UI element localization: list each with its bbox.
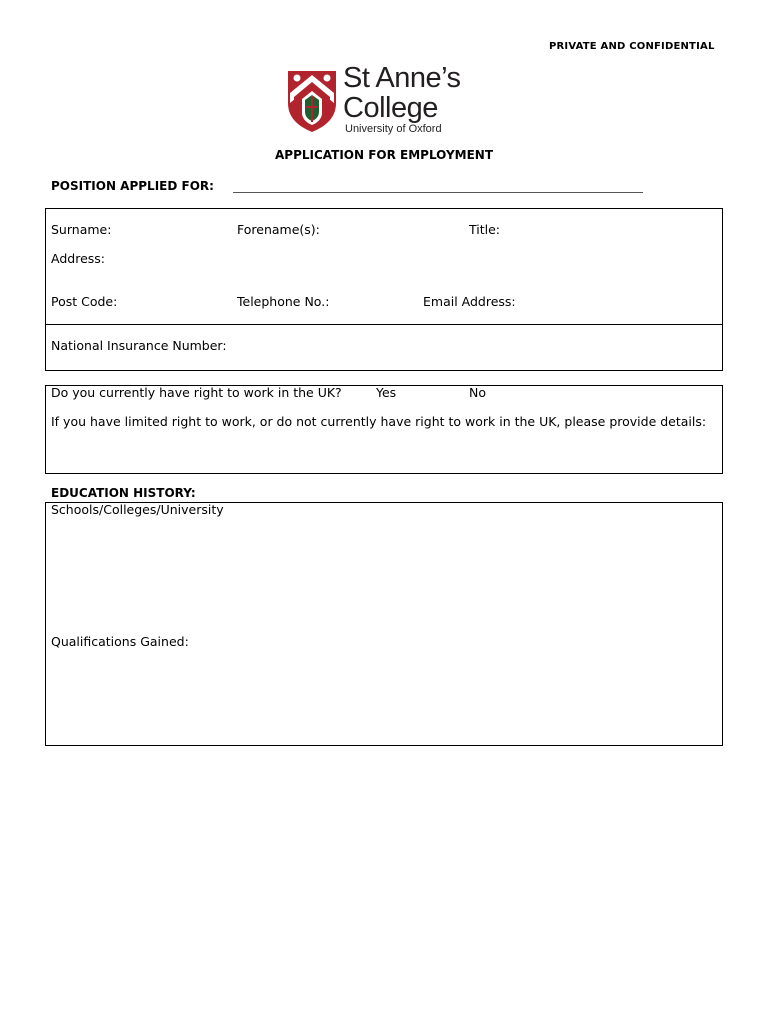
surname-label: Surname: — [51, 222, 112, 237]
position-applied-field[interactable] — [233, 192, 643, 193]
page-title: APPLICATION FOR EMPLOYMENT — [274, 148, 494, 162]
ni-number-label: National Insurance Number: — [51, 338, 227, 353]
education-box — [45, 502, 723, 746]
logo-title-line2: College — [343, 92, 438, 124]
address-label: Address: — [51, 251, 105, 266]
email-label: Email Address: — [423, 294, 516, 309]
college-shield-icon — [286, 69, 338, 133]
right-to-work-yes[interactable]: Yes — [376, 385, 397, 400]
personal-details-divider — [45, 324, 723, 325]
college-logo — [286, 62, 482, 136]
confidential-label: PRIVATE AND CONFIDENTIAL — [549, 41, 715, 52]
position-applied-label: POSITION APPLIED FOR: — [51, 179, 214, 193]
logo-title-line1: St Anne’s — [343, 62, 461, 94]
qualifications-label: Qualifications Gained: — [51, 634, 189, 649]
telephone-label: Telephone No.: — [237, 294, 330, 309]
logo-wordmark — [343, 63, 461, 123]
forenames-label: Forename(s): — [237, 222, 320, 237]
schools-label: Schools/Colleges/University — [51, 502, 224, 517]
right-to-work-details: If you have limited right to work, or do not currently have right to work in the UK, please provide details: — [51, 414, 707, 429]
logo-subtitle: University of Oxford — [345, 123, 442, 135]
postcode-label: Post Code: — [51, 294, 118, 309]
education-heading: EDUCATION HISTORY: — [51, 486, 196, 500]
right-to-work-no[interactable]: No — [469, 385, 486, 400]
right-to-work-question: Do you currently have right to work in the UK? — [51, 385, 342, 400]
title-label: Title: — [469, 222, 500, 237]
